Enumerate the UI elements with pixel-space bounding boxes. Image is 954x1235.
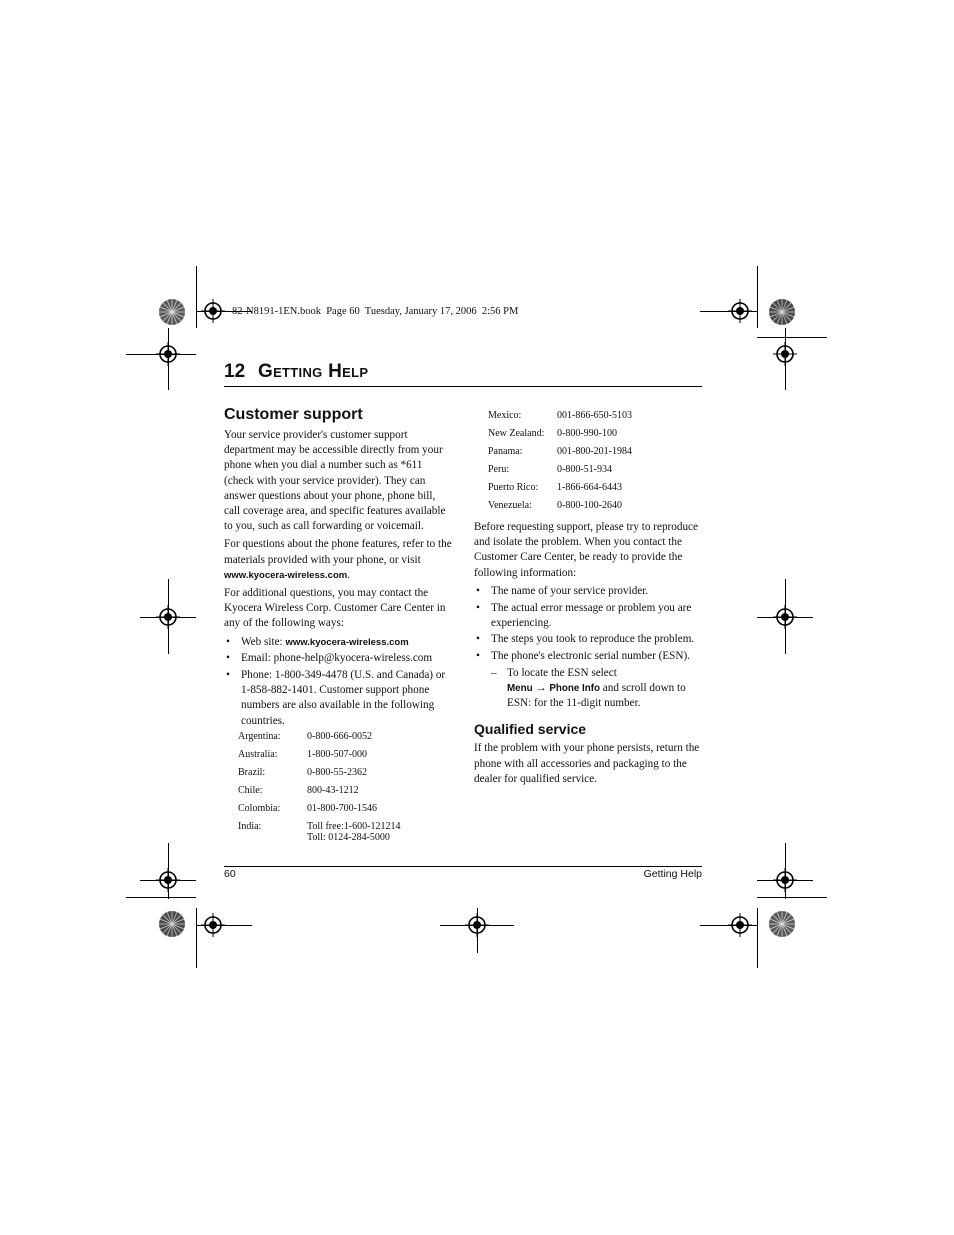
list-item: • The name of your service provider. <box>474 584 704 599</box>
registration-mark-icon <box>773 342 797 366</box>
table-row: Puerto Rico: 1-866-664-6443 <box>488 482 622 493</box>
list-item: • The steps you took to reproduce the problem. <box>474 632 704 647</box>
dash: – <box>491 666 497 679</box>
crop-mark <box>196 908 197 968</box>
table-row: New Zealand: 0-800-990-100 <box>488 428 617 439</box>
website-link[interactable]: www.kyocera-wireless.com <box>285 636 409 648</box>
star-target-icon <box>158 910 186 938</box>
contact-list <box>224 635 452 729</box>
page-number: 60 <box>224 868 236 880</box>
registration-mark-icon <box>773 605 797 629</box>
website-link[interactable]: www.kyocera-wireless.com <box>224 569 348 581</box>
list-item: • Phone: 1-800-349-4478 (U.S. and Canada) or 1-858-882-1401. Customer support phone numbers are also available in the following countries. <box>224 668 452 729</box>
crop-mark <box>196 266 197 328</box>
list-item: • Web site: www.kyocera-wireless.com <box>224 635 452 650</box>
crop-mark <box>757 266 758 328</box>
book-header: 82-N8191-1EN.book Page 60 Tuesday, January 17, 2006 2:56 PM <box>232 306 519 317</box>
chapter-number: 12 <box>224 361 246 382</box>
list-item: • Email: phone-help@kyocera-wireless.com <box>224 651 452 666</box>
registration-mark-icon <box>156 868 180 892</box>
paragraph: For additional questions, you may contact the Kyocera Wireless Corp. Customer Care Center in any of the following ways: <box>224 587 446 630</box>
left-column <box>224 406 452 843</box>
paragraph: For questions about the phone features, refer to the materials provided with your phone, or visit www.kyocera-wireless.com. <box>224 538 452 581</box>
menu-label: Menu <box>507 683 533 695</box>
registration-mark-icon <box>201 913 225 937</box>
table-row: Brazil: 0-800-55-2362 <box>238 766 367 778</box>
table-row: Argentina: 0-800-666-0052 <box>238 730 372 742</box>
registration-mark-icon <box>156 342 180 366</box>
paragraph: Before requesting support, please try to reproduce and isolate the problem. When you contact the Customer Care Center, be ready to provide the following information: <box>474 521 698 579</box>
crop-mark <box>757 337 827 338</box>
arrow-right-icon: → <box>535 682 547 695</box>
registration-mark-icon <box>773 868 797 892</box>
info-list <box>474 584 704 665</box>
table-row: Panama: 001-800-201-1984 <box>488 446 632 457</box>
country-phone-table <box>488 410 632 518</box>
table-row: Peru: 0-800-51-934 <box>488 464 612 475</box>
list-item: • The actual error message or problem you are experiencing. <box>474 601 704 631</box>
registration-mark-icon <box>728 299 752 323</box>
table-row: Chile: 800-43-1212 <box>238 784 359 796</box>
crop-mark <box>757 897 827 898</box>
table-row: Venezuela: 0-800-100-2640 <box>488 500 622 511</box>
table-row: India: Toll free:1-600-121214 Toll: 0124-284-5000 <box>238 820 401 843</box>
registration-mark-icon <box>728 913 752 937</box>
table-row: Mexico: 001-866-650-5103 <box>488 410 632 421</box>
table-row: Colombia: 01-800-700-1546 <box>238 802 377 814</box>
paragraph: Your service provider's customer support department may be accessible directly from your phone when you dial a number such as *611 (check with your service provider). They can answer questions about your phone, phone bill, call coverage area, and specific features available to you, such as call forwarding or voicemail. <box>224 429 446 533</box>
chapter-heading <box>224 360 702 387</box>
table-row: Australia: 1-800-507-000 <box>238 748 367 760</box>
crop-mark <box>757 908 758 968</box>
sub-item: – To locate the ESN select Menu → Phone Info and scroll down to ESN: for the 11-digit number. <box>491 666 686 710</box>
section-heading: Customer support <box>224 406 363 423</box>
star-target-icon <box>158 298 186 326</box>
footer-rule <box>224 866 702 867</box>
registration-mark-icon <box>465 913 489 937</box>
paragraph: If the problem with your phone persists, return the phone with all accessories and packaging to the dealer for qualified service. <box>474 742 700 785</box>
country-phone-table <box>238 731 400 843</box>
right-column <box>474 410 704 787</box>
chapter-title: Getting Help <box>258 361 369 382</box>
registration-mark-icon <box>201 299 225 323</box>
registration-mark-icon <box>156 605 180 629</box>
list-item: • The phone's electronic serial number (ESN). <box>474 649 704 664</box>
footer-section-title: Getting Help <box>643 868 702 880</box>
crop-mark <box>126 897 196 898</box>
star-target-icon <box>768 910 796 938</box>
phone-info-label: Phone Info <box>549 683 600 695</box>
subsection-heading: Qualified service <box>474 721 587 738</box>
star-target-icon <box>768 298 796 326</box>
